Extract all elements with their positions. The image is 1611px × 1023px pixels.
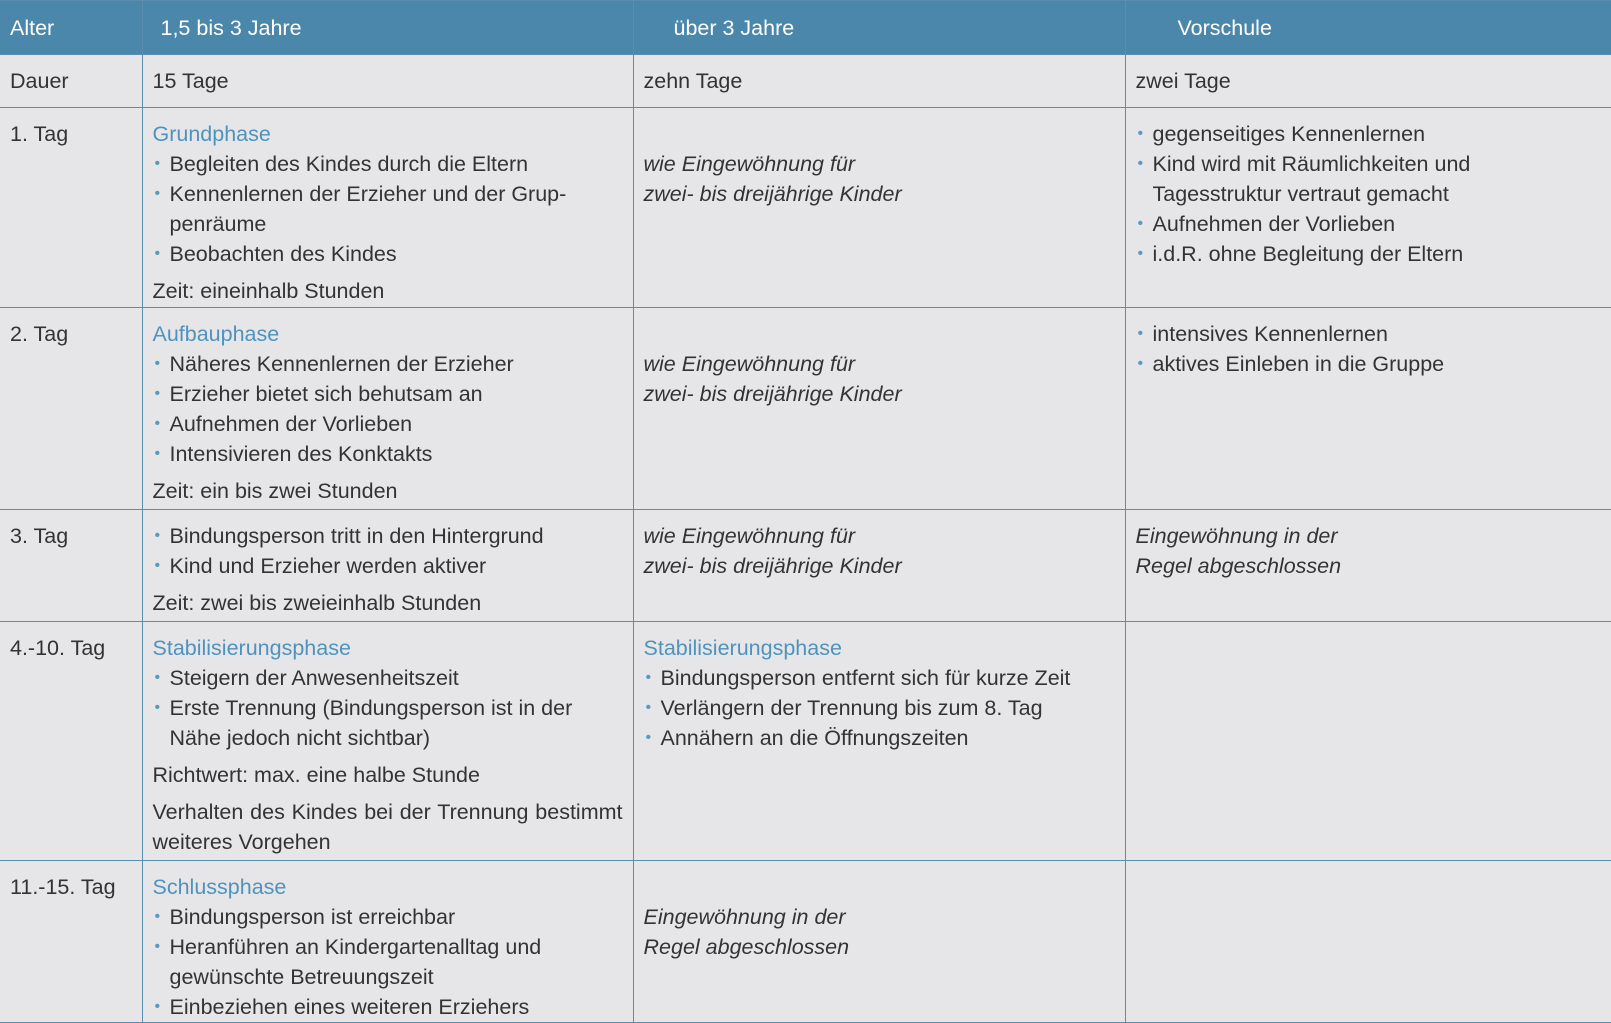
list-item: • Kind wird mit Räumlichkeiten und Tagesstruktur vertraut gemacht	[1136, 149, 1602, 209]
phase-title: Schlussphase	[152, 875, 287, 899]
cell	[142, 510, 633, 622]
list-item: • Kennenlernen der Erzieher und der Grup- penräume	[153, 179, 623, 239]
list-item: • i.d.R. ohne Begleitung der Eltern	[1136, 239, 1602, 269]
phase-title: Aufbauphase	[152, 322, 280, 346]
text-line: Regel abgeschlossen	[643, 935, 850, 959]
list-item: • Kind und Erzieher werden aktiver	[153, 551, 623, 581]
table-row	[0, 510, 1611, 622]
dauer-cell: 15 Tage	[142, 55, 633, 108]
time-note: Zeit: eineinhalb Stunden	[152, 279, 385, 303]
list-item: • Steigern der Anwesenheitszeit	[153, 663, 623, 693]
row-label: 4.-10. Tag	[0, 622, 142, 861]
list-item: • Erzieher bietet sich behutsam an	[153, 379, 623, 409]
text-line: wie Eingewöhnung für	[643, 524, 856, 548]
cell	[142, 308, 633, 510]
text-line: wie Eingewöhnung für	[643, 152, 856, 176]
cell	[1125, 308, 1611, 510]
list-item: • Bindungsperson entfernt sich für kurze Zeit	[644, 663, 1115, 693]
list-item: • Annähern an die Öffnungszeiten	[644, 723, 1115, 753]
cell	[142, 108, 633, 308]
row-label: Dauer	[0, 55, 142, 108]
list-item: • aktives Einleben in die Gruppe	[1136, 349, 1602, 379]
header-alter: Alter	[0, 1, 142, 55]
dauer-row	[0, 55, 1611, 108]
list-item: • Bindungsperson tritt in den Hintergrund	[153, 521, 623, 551]
text-line: zwei- bis dreijährige Kinder	[643, 382, 902, 406]
text-line: Eingewöhnung in der	[643, 905, 846, 929]
header-ueber-3: über 3 Jahre	[633, 1, 1125, 55]
cell	[142, 861, 633, 1023]
list-item: • Intensivieren des Konktakts	[153, 439, 623, 469]
row-label: 3. Tag	[0, 510, 142, 622]
text-line: wie Eingewöhnung für	[643, 352, 856, 376]
table-row	[0, 308, 1611, 510]
text-line: Regel abgeschlossen	[1135, 554, 1342, 578]
cell	[1125, 510, 1611, 622]
table-row	[0, 108, 1611, 308]
list-item: • Aufnehmen der Vorlieben	[153, 409, 623, 439]
list-item: • Begleiten des Kindes durch die Eltern	[153, 149, 623, 179]
empty-cell	[1125, 861, 1611, 1023]
cell	[633, 622, 1125, 861]
row-label: 11.-15. Tag	[0, 861, 142, 1023]
dauer-cell: zwei Tage	[1125, 55, 1611, 108]
list-item: • Erste Trennung (Bindungsperson ist in der Nähe jedoch nicht sichtbar)	[153, 693, 623, 753]
empty-cell	[1125, 622, 1611, 861]
text-line: zwei- bis dreijährige Kinder	[643, 182, 902, 206]
behavior-note: Verhalten des Kindes bei der Trennung bestimmt weiteres Vorgehen	[152, 800, 623, 854]
list-item: • Einbeziehen eines weiteren Erziehers	[153, 992, 623, 1022]
list-item: • gegenseitiges Kennenlernen	[1136, 119, 1602, 149]
cell	[633, 108, 1125, 308]
cell	[1125, 108, 1611, 308]
header-row	[0, 1, 1611, 55]
guideline-note: Richtwert: max. eine halbe Stunde	[152, 763, 480, 787]
text-line: Eingewöhnung in der	[1135, 524, 1338, 548]
phase-title: Stabilisierungsphase	[643, 636, 842, 660]
list-item: • intensives Kennenlernen	[1136, 319, 1602, 349]
list-item: • Beobachten des Kindes	[153, 239, 623, 269]
text-line: zwei- bis dreijährige Kinder	[643, 554, 902, 578]
time-note: Zeit: ein bis zwei Stunden	[152, 479, 398, 503]
table-row	[0, 622, 1611, 861]
list-item: • Heranführen an Kindergartenalltag und gewünschte Betreuungszeit	[153, 932, 623, 992]
list-item: • Bindungsperson ist erreichbar	[153, 902, 623, 932]
cell	[633, 308, 1125, 510]
cell	[142, 622, 633, 861]
list-item: • Verlängern der Trennung bis zum 8. Tag	[644, 693, 1115, 723]
header-vorschule: Vorschule	[1125, 1, 1611, 55]
list-item: • Aufnehmen der Vorlieben	[1136, 209, 1602, 239]
cell	[633, 861, 1125, 1023]
phase-title: Stabilisierungsphase	[152, 636, 351, 660]
time-note: Zeit: zwei bis zweieinhalb Stunden	[152, 591, 482, 615]
list-item: • Näheres Kennenlernen der Erzieher	[153, 349, 623, 379]
table-row	[0, 861, 1611, 1023]
cell	[633, 510, 1125, 622]
dauer-cell: zehn Tage	[633, 55, 1125, 108]
phase-title: Grundphase	[152, 122, 271, 146]
row-label: 2. Tag	[0, 308, 142, 510]
header-1-5-bis-3: 1,5 bis 3 Jahre	[142, 1, 633, 55]
row-label: 1. Tag	[0, 108, 142, 308]
